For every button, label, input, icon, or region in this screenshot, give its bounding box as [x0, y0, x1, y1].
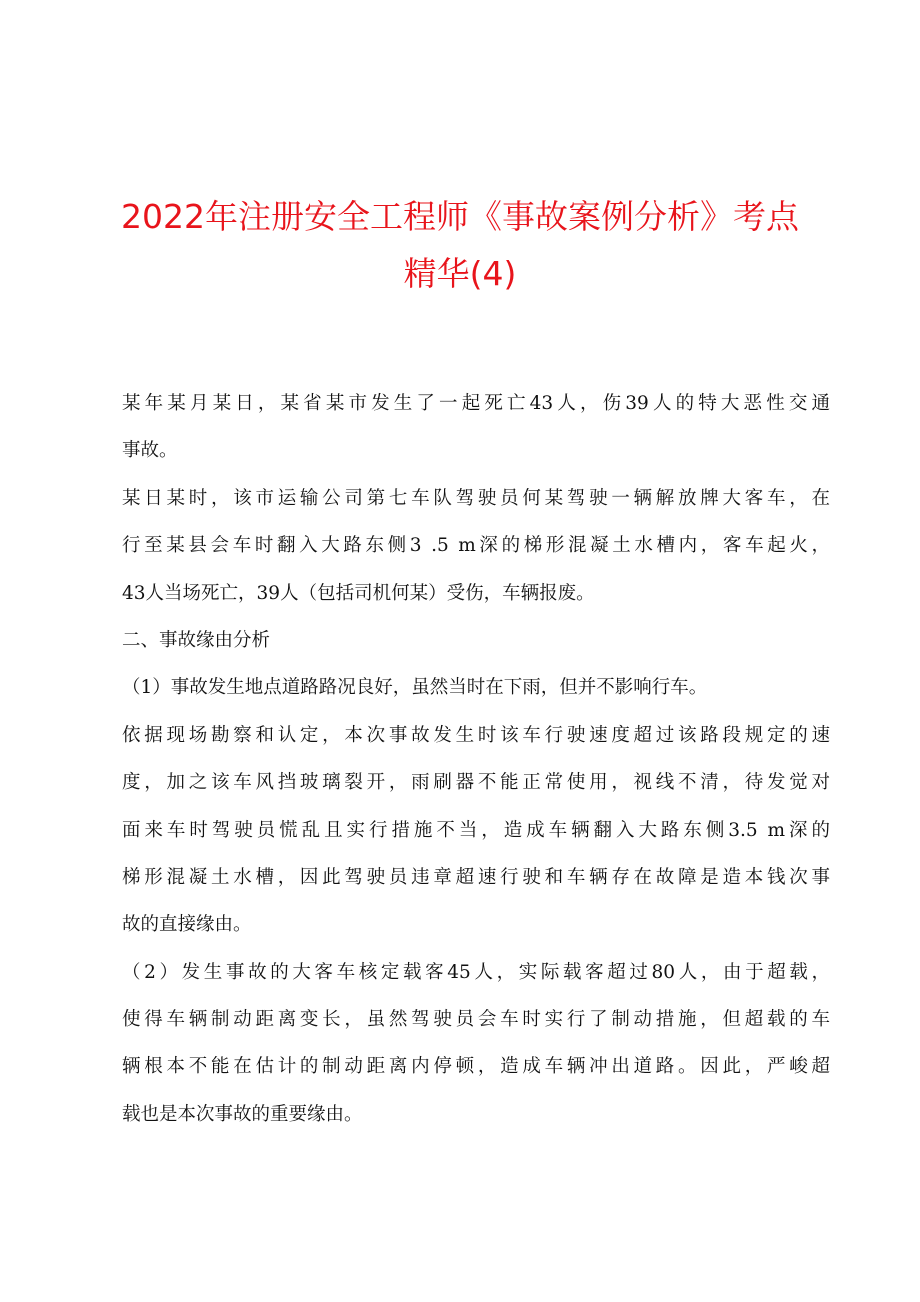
text-line: 事故。	[122, 440, 178, 462]
text-line: 行至某县会车时翻入大路东侧3 .5 m深的梯形混凝土水槽内，客车起火，	[122, 535, 830, 557]
paragraph	[122, 386, 830, 481]
text-line: （1）事故发生地点道路路况良好，虽然当时在下雨，但并不影响行车。	[122, 677, 708, 699]
text-line: 依据现场勘察和认定，本次事故发生时该车行驶速度超过该路段规定的速	[122, 724, 830, 746]
text-line: 某日某时，该市运输公司第七车队驾驶员何某驾驶一辆解放牌大客车，在	[122, 487, 830, 509]
text-line: 载也是本次事故的重要缘由。	[122, 1103, 363, 1125]
text-line: 故的直接缘由。	[122, 914, 252, 936]
text-line: 某年某月某日，某省某市发生了一起死亡43人，伤39人的特大恶性交通	[122, 393, 830, 414]
text-line: 辆根本不能在估计的制动距离内停顿，造成车辆冲出道路。因此，严峻超	[122, 1056, 830, 1078]
paragraph	[122, 718, 830, 955]
text-line: 43人当场死亡，39人（包括司机何某）受伤，车辆报废。	[122, 582, 595, 604]
paragraph	[122, 670, 830, 717]
title-line-2: 精华(4)	[403, 254, 517, 293]
text-line: 度，加之该车风挡玻璃裂开，雨刷器不能正常使用，视线不清，待发觉对	[122, 772, 830, 794]
text-line: 使得车辆制动距离变长，虽然驾驶员会车时实行了制动措施，但超载的车	[122, 1009, 830, 1031]
text-line: 梯形混凝土水槽，因此驾驶员违章超速行驶和车辆存在故障是造本钱次事	[122, 866, 830, 888]
text-line: （2）发生事故的大客车核定载客45人，实际载客超过80人，由于超载，	[122, 961, 830, 983]
paragraph	[122, 623, 830, 670]
document-title	[0, 188, 920, 302]
title-line-1: 2022年注册安全工程师《事故案例分析》考点	[121, 197, 799, 236]
paragraph	[122, 955, 830, 1145]
paragraph	[122, 481, 830, 623]
text-line: 面来车时驾驶员慌乱且实行措施不当，造成车辆翻入大路东侧3.5 m深的	[122, 819, 830, 841]
document-body	[122, 386, 830, 1144]
text-line: 二、事故缘由分析	[122, 629, 271, 651]
